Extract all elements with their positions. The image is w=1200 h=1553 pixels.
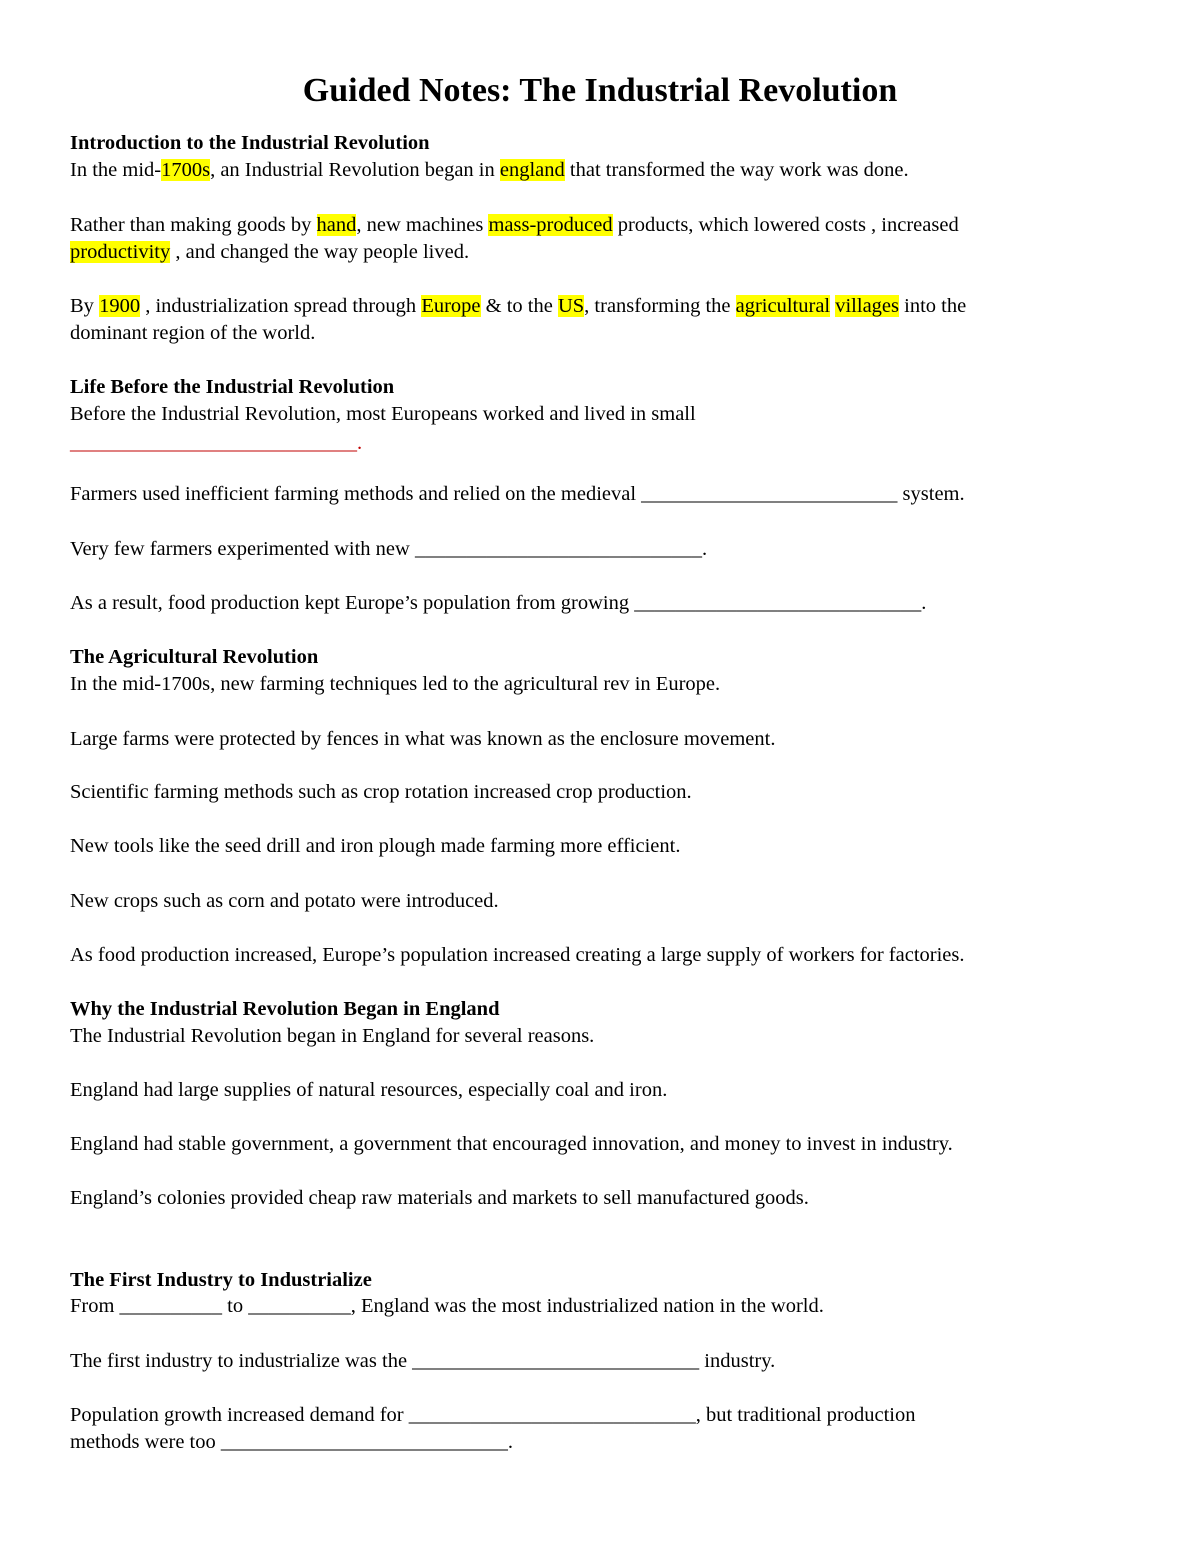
why-paragraph-3: England had stable government, a government that encouraged innovation, and money to invest in industry. [70, 1133, 953, 1155]
highlighted-answer: hand [316, 214, 357, 236]
highlighted-answer: england [499, 159, 565, 181]
section-heading-intro: Introduction to the Industrial Revolution [70, 132, 430, 154]
intro-paragraph-3-line-2: dominant region of the world. [70, 322, 316, 344]
first-paragraph-3-line-2: methods were too ____________________________. [70, 1431, 513, 1453]
intro-paragraph-2-line-2: productivity , and changed the way people lived. [70, 241, 470, 263]
highlighted-answer: mass-produced [488, 214, 613, 236]
agri-paragraph-4: New tools like the seed drill and iron plough made farming more efficient. [70, 835, 681, 857]
highlighted-answer: 1700s [161, 159, 211, 181]
life-paragraph-4: As a result, food production kept Europe’s population from growing ____________________________. [70, 592, 927, 614]
agri-paragraph-2: Large farms were protected by fences in what was known as the enclosure movement. [70, 728, 776, 750]
page-title: Guided Notes: The Industrial Revolution [302, 72, 898, 109]
intro-paragraph-2-line-1: Rather than making goods by hand, new machines mass-produced products, which lowered costs , increased [70, 214, 959, 236]
first-paragraph-3-line-1: Population growth increased demand for ____________________________, but traditional production [70, 1404, 916, 1426]
life-paragraph-3: Very few farmers experimented with new ____________________________. [70, 538, 708, 560]
section-heading-why-england: Why the Industrial Revolution Began in England [70, 998, 500, 1020]
intro-paragraph-3-line-1: By 1900 , industrialization spread through Europe & to the US, transforming the agricultural villages into the [70, 295, 967, 317]
why-paragraph-2: England had large supplies of natural resources, especially coal and iron. [70, 1079, 668, 1101]
agri-paragraph-6: As food production increased, Europe’s population increased creating a large supply of workers for factories. [70, 944, 965, 966]
highlighted-answer: agricultural [735, 295, 831, 317]
highlighted-answer: 1900 [99, 295, 141, 317]
highlighted-answer: US [557, 295, 585, 317]
highlighted-answer: productivity [70, 241, 171, 263]
agri-paragraph-1: In the mid-1700s, new farming techniques led to the agricultural rev in Europe. [70, 673, 721, 695]
first-paragraph-2: The first industry to industrialize was the ____________________________ industry. [70, 1350, 776, 1372]
life-paragraph-2: Farmers used inefficient farming methods and relied on the medieval _________________________ system. [70, 483, 965, 505]
life-paragraph-1-blank: ____________________________. [70, 432, 363, 454]
intro-paragraph-1: In the mid-1700s, an Industrial Revolution began in england that transformed the way work was done. [70, 159, 909, 181]
section-heading-life-before: Life Before the Industrial Revolution [70, 376, 395, 398]
section-heading-agricultural: The Agricultural Revolution [70, 646, 319, 668]
agri-paragraph-3: Scientific farming methods such as crop rotation increased crop production. [70, 781, 692, 803]
why-paragraph-4: England’s colonies provided cheap raw materials and markets to sell manufactured goods. [70, 1187, 809, 1209]
agri-paragraph-5: New crops such as corn and potato were introduced. [70, 890, 499, 912]
section-heading-first-industry: The First Industry to Industrialize [70, 1269, 372, 1291]
life-paragraph-1-line-1: Before the Industrial Revolution, most Europeans worked and lived in small [70, 403, 696, 425]
highlighted-answer: villages [835, 295, 899, 317]
why-paragraph-1: The Industrial Revolution began in England for several reasons. [70, 1025, 595, 1047]
first-paragraph-1: From __________ to __________, England was the most industrialized nation in the world. [70, 1295, 824, 1317]
highlighted-answer: Europe [421, 295, 481, 317]
